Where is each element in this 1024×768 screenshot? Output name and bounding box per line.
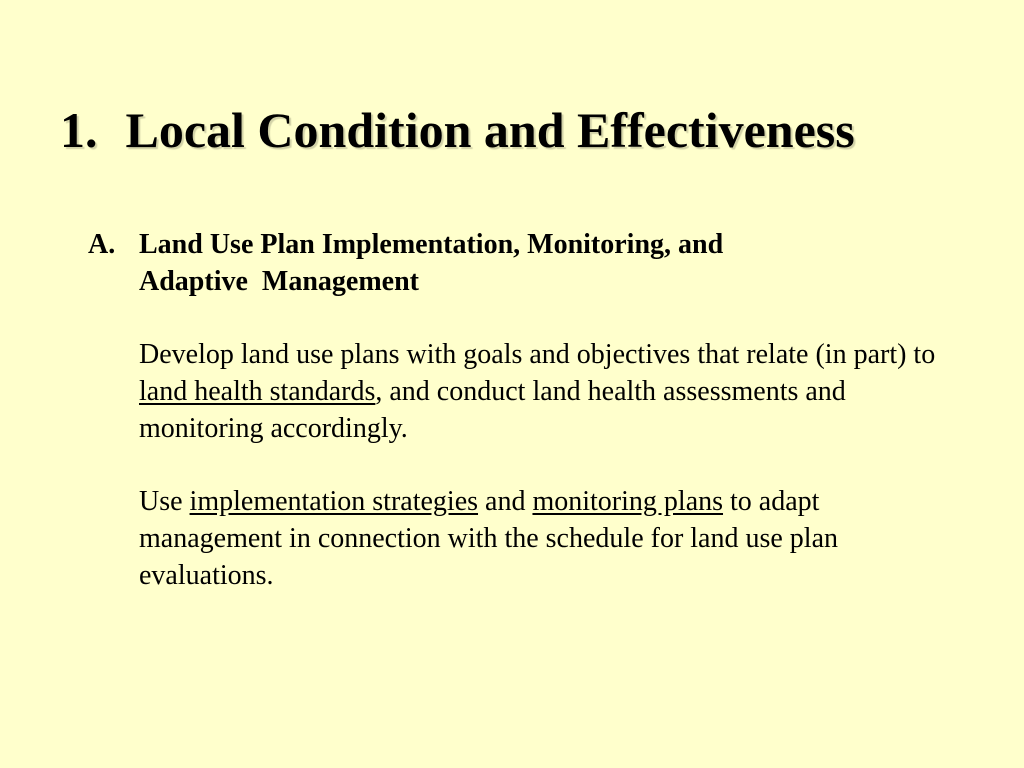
title-number: 1. — [60, 102, 98, 158]
list-item-a — [88, 226, 948, 594]
item-heading-line2: Adaptive Management — [139, 266, 419, 297]
item-marker: A. — [88, 229, 116, 260]
para2-text-before: Use — [139, 486, 190, 517]
item-body — [139, 226, 948, 594]
implementation-strategies-link[interactable]: implementation strategies — [189, 486, 479, 517]
land-health-standards-link[interactable]: land health standards — [139, 376, 376, 407]
para1-text-after: , and conduct land health assessments and monitoring accordingly. — [139, 376, 846, 444]
para2-text-middle: and — [478, 486, 533, 517]
title-text: Local Condition and Effectiveness — [125, 102, 855, 158]
slide-title — [60, 100, 855, 160]
paragraph-implementation — [139, 483, 948, 594]
item-heading-line1: Land Use Plan Implementation, Monitoring, and — [139, 229, 724, 260]
para2-text-after: to adapt management in connection with the schedule for land use plan evaluations. — [139, 486, 839, 591]
paragraph-land-health — [139, 336, 948, 447]
para1-text-before: Develop land use plans with goals and objectives that relate (in part) to — [139, 339, 936, 370]
monitoring-plans-link[interactable]: monitoring plans — [532, 486, 724, 517]
item-heading — [139, 226, 948, 300]
